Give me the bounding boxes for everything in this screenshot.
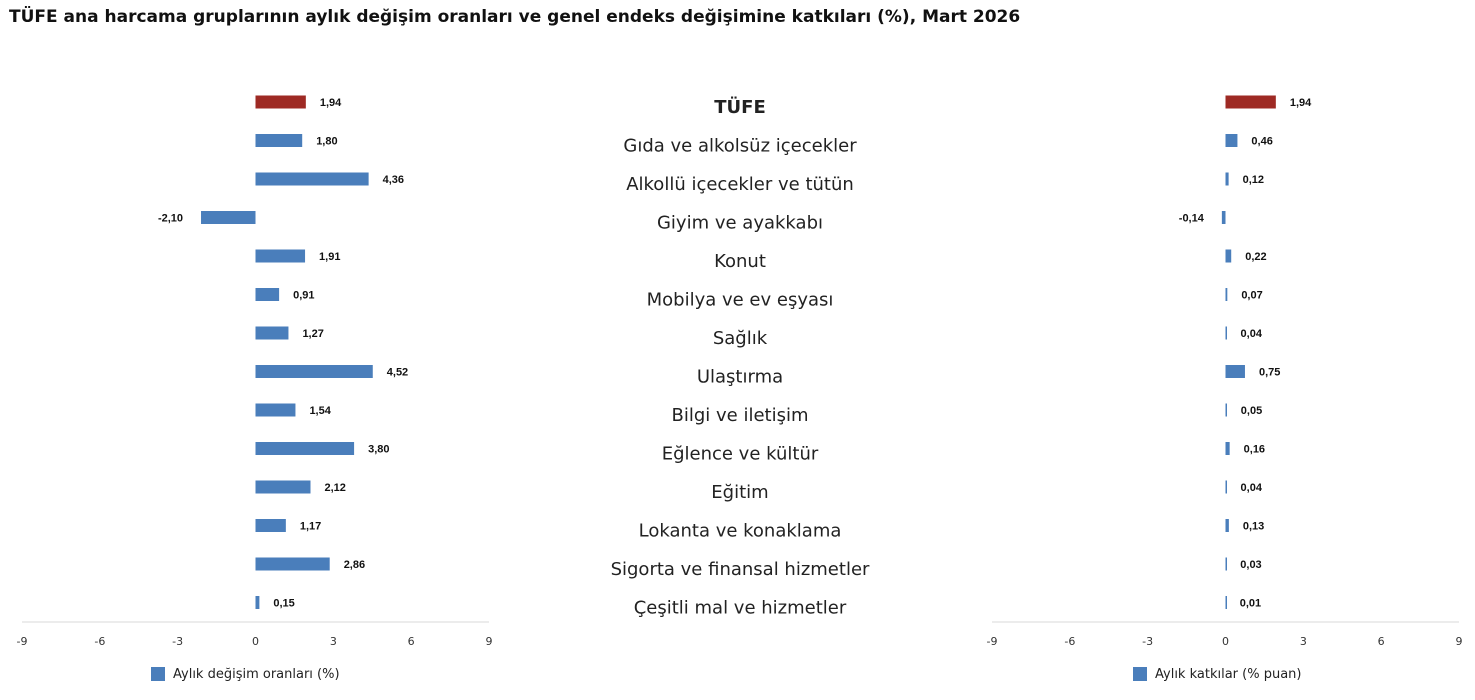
right-value-label: 0,05 bbox=[1240, 405, 1263, 417]
left-value-label: 1,80 bbox=[316, 135, 338, 148]
category-label: Ulaştırma bbox=[696, 366, 784, 388]
right-bar bbox=[1226, 481, 1228, 494]
left-value-label: 0,91 bbox=[293, 289, 315, 302]
right-bar bbox=[1226, 250, 1232, 263]
right-value-label: 1,94 bbox=[1289, 97, 1312, 109]
left-tick-label: -9 bbox=[16, 635, 28, 648]
category-label: Gıda ve alkolsüz içecekler bbox=[623, 135, 857, 157]
category-label: Sigorta ve finansal hizmetler bbox=[610, 559, 870, 580]
category-label: Eğlence ve kültür bbox=[661, 443, 819, 465]
category-label: Alkollü içecekler ve tütün bbox=[626, 174, 854, 195]
left-value-label: 1,91 bbox=[319, 251, 341, 263]
right-tick-label: 6 bbox=[1377, 635, 1385, 648]
left-bar bbox=[256, 134, 303, 147]
category-label: Lokanta ve konaklama bbox=[638, 520, 842, 542]
right-bar bbox=[1226, 404, 1228, 417]
right-tick-label: -6 bbox=[1064, 635, 1076, 648]
left-value-label: 3,80 bbox=[368, 443, 390, 456]
left-bar bbox=[256, 327, 289, 340]
left-bar bbox=[256, 481, 311, 494]
left-bar bbox=[256, 365, 373, 378]
left-value-label: 4,52 bbox=[386, 366, 409, 379]
right-value-label: 0,03 bbox=[1240, 559, 1262, 571]
right-bar bbox=[1226, 134, 1238, 147]
left-tick-label: 6 bbox=[407, 635, 415, 648]
category-label: Çeşitli mal ve hizmetler bbox=[633, 597, 847, 619]
left-bar bbox=[201, 211, 255, 224]
right-value-label: -0,14 bbox=[1178, 212, 1204, 225]
left-value-label: 4,36 bbox=[382, 174, 405, 186]
right-bar bbox=[1226, 96, 1276, 109]
right-value-label: 0,12 bbox=[1242, 174, 1265, 186]
right-bar bbox=[1226, 596, 1228, 609]
category-label: TÜFE bbox=[714, 97, 766, 118]
left-tick-label: 3 bbox=[329, 635, 337, 648]
right-bar-chart bbox=[987, 96, 1463, 683]
left-value-label: 1,27 bbox=[302, 328, 324, 340]
category-label: Eğitim bbox=[711, 482, 769, 503]
left-tick-label: -6 bbox=[94, 635, 106, 648]
right-tick-label: 3 bbox=[1299, 635, 1307, 648]
right-value-label: 0,04 bbox=[1240, 482, 1262, 494]
category-labels bbox=[611, 96, 870, 619]
left-value-label: 2,86 bbox=[343, 559, 366, 571]
right-bar bbox=[1226, 365, 1245, 378]
category-label: Mobilya ve ev eşyası bbox=[646, 289, 834, 311]
category-label: Bilgi ve iletişim bbox=[671, 405, 809, 426]
right-legend-label: Aylık katkılar (% puan) bbox=[1155, 667, 1302, 682]
left-legend-label: Aylık değişim oranları (%) bbox=[173, 667, 340, 682]
right-value-label: 0,22 bbox=[1245, 251, 1267, 263]
right-bar bbox=[1226, 558, 1228, 571]
left-tick-label: 9 bbox=[485, 635, 493, 648]
right-value-label: 0,01 bbox=[1239, 597, 1262, 610]
left-bar bbox=[256, 173, 369, 186]
left-value-label: 2,12 bbox=[324, 482, 346, 494]
left-bar bbox=[256, 596, 260, 609]
left-value-label: 1,54 bbox=[309, 405, 331, 417]
left-bar bbox=[256, 250, 306, 263]
right-tick-label: 0 bbox=[1222, 635, 1229, 648]
right-value-label: 0,16 bbox=[1243, 443, 1266, 456]
right-bar bbox=[1226, 288, 1228, 301]
left-bar bbox=[256, 404, 296, 417]
left-value-label: 0,15 bbox=[273, 597, 295, 610]
left-value-label: -2,10 bbox=[157, 212, 184, 225]
category-label: Konut bbox=[714, 251, 766, 272]
right-value-label: 0,04 bbox=[1240, 328, 1262, 340]
left-legend-swatch bbox=[151, 667, 165, 681]
left-bar-chart bbox=[17, 96, 493, 683]
right-value-label: 0,13 bbox=[1242, 520, 1265, 533]
left-tick-label: 0 bbox=[252, 635, 259, 648]
left-value-label: 1,94 bbox=[319, 97, 342, 109]
right-bar bbox=[1226, 327, 1228, 340]
left-bar bbox=[256, 519, 286, 532]
right-tick-label: -3 bbox=[1142, 635, 1154, 648]
right-legend-swatch bbox=[1133, 667, 1147, 681]
left-tick-label: -3 bbox=[172, 635, 184, 648]
right-value-label: 0,46 bbox=[1251, 135, 1273, 148]
left-bar bbox=[256, 442, 355, 455]
right-bar bbox=[1222, 211, 1226, 224]
left-bar bbox=[256, 288, 280, 301]
right-bar bbox=[1226, 442, 1230, 455]
category-label: Giyim ve ayakkabı bbox=[656, 212, 824, 234]
left-bar bbox=[256, 558, 330, 571]
right-value-label: 0,75 bbox=[1258, 366, 1281, 379]
right-value-label: 0,07 bbox=[1241, 289, 1263, 302]
right-bar bbox=[1226, 173, 1229, 186]
right-bar bbox=[1226, 519, 1229, 532]
right-tick-label: 9 bbox=[1455, 635, 1463, 648]
chart-title: TÜFE ana harcama gruplarının aylık değişim oranları ve genel endeks değişimine katkıları (%), Mart 2026 bbox=[9, 7, 1021, 27]
left-bar bbox=[256, 96, 306, 109]
right-tick-label: -9 bbox=[986, 635, 998, 648]
left-value-label: 1,17 bbox=[299, 520, 322, 533]
category-label: Sağlık bbox=[712, 328, 768, 349]
